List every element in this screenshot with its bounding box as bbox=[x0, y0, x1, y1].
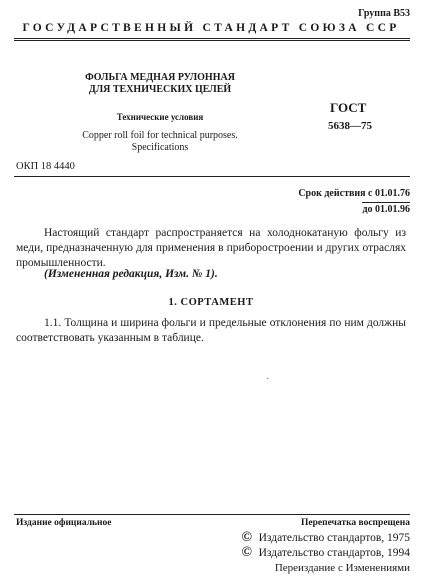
reprint-prohibited: Перепечатка воспрещена bbox=[300, 518, 410, 528]
group-code: Группа В53 bbox=[358, 8, 410, 19]
copyright-1994-text: Издательство стандартов, 1994 bbox=[258, 547, 410, 559]
stray-mark: · bbox=[266, 374, 270, 385]
english-title-line-1: Copper roll foil for technical purposes. bbox=[82, 130, 238, 141]
standard-title: ГОСУДАРСТВЕННЫЙ СТАНДАРТ СОЮЗА ССР bbox=[22, 22, 400, 34]
copyright-1975 bbox=[238, 530, 410, 546]
header-rule-bottom bbox=[14, 40, 410, 41]
footer-rule bbox=[14, 514, 410, 515]
copyright-icon: © bbox=[241, 530, 252, 545]
intro-paragraph: Настоящий стандарт распространяется на холоднокатаную фольгу из меди, предназначенную для применения в приборостроении и других отраслях промышленности. bbox=[16, 227, 406, 269]
english-title-line-2: Specifications bbox=[131, 142, 189, 153]
amendment-note: (Измененная редакция, Изм. № 1). bbox=[44, 268, 218, 280]
document-subtitle: Технические условия bbox=[116, 112, 204, 122]
validity-from: Срок действия с 01.01.76 bbox=[298, 188, 410, 199]
document-title-line-1: ФОЛЬГА МЕДНАЯ РУЛОННАЯ bbox=[85, 72, 235, 83]
copyright-1994 bbox=[238, 545, 410, 561]
clause-1-1: 1.1. Толщина и ширина фольги и предельные отклонения по ним должны соответствовать указанным в таблице. bbox=[16, 317, 406, 344]
document-title-line-2: ДЛЯ ТЕХНИЧЕСКИХ ЦЕЛЕЙ bbox=[88, 84, 232, 95]
gost-number: 5638—75 bbox=[328, 120, 372, 132]
official-edition: Издание официальное bbox=[16, 518, 112, 528]
english-title bbox=[60, 130, 260, 154]
gost-label: ГОСТ bbox=[330, 100, 367, 115]
reprint-note: Переиздание с Изменениями bbox=[274, 562, 410, 574]
validity-until: до 01.01.96 bbox=[362, 204, 410, 215]
okp-divider bbox=[14, 176, 410, 177]
copyright-1975-text: Издательство стандартов, 1975 bbox=[258, 532, 410, 544]
copyright-icon: © bbox=[241, 545, 252, 560]
section-title: 1. СОРТАМЕНТ bbox=[168, 297, 254, 308]
okp-code: ОКП 18 4440 bbox=[16, 161, 75, 172]
header-rule-top bbox=[14, 38, 410, 39]
document-title bbox=[60, 72, 260, 96]
